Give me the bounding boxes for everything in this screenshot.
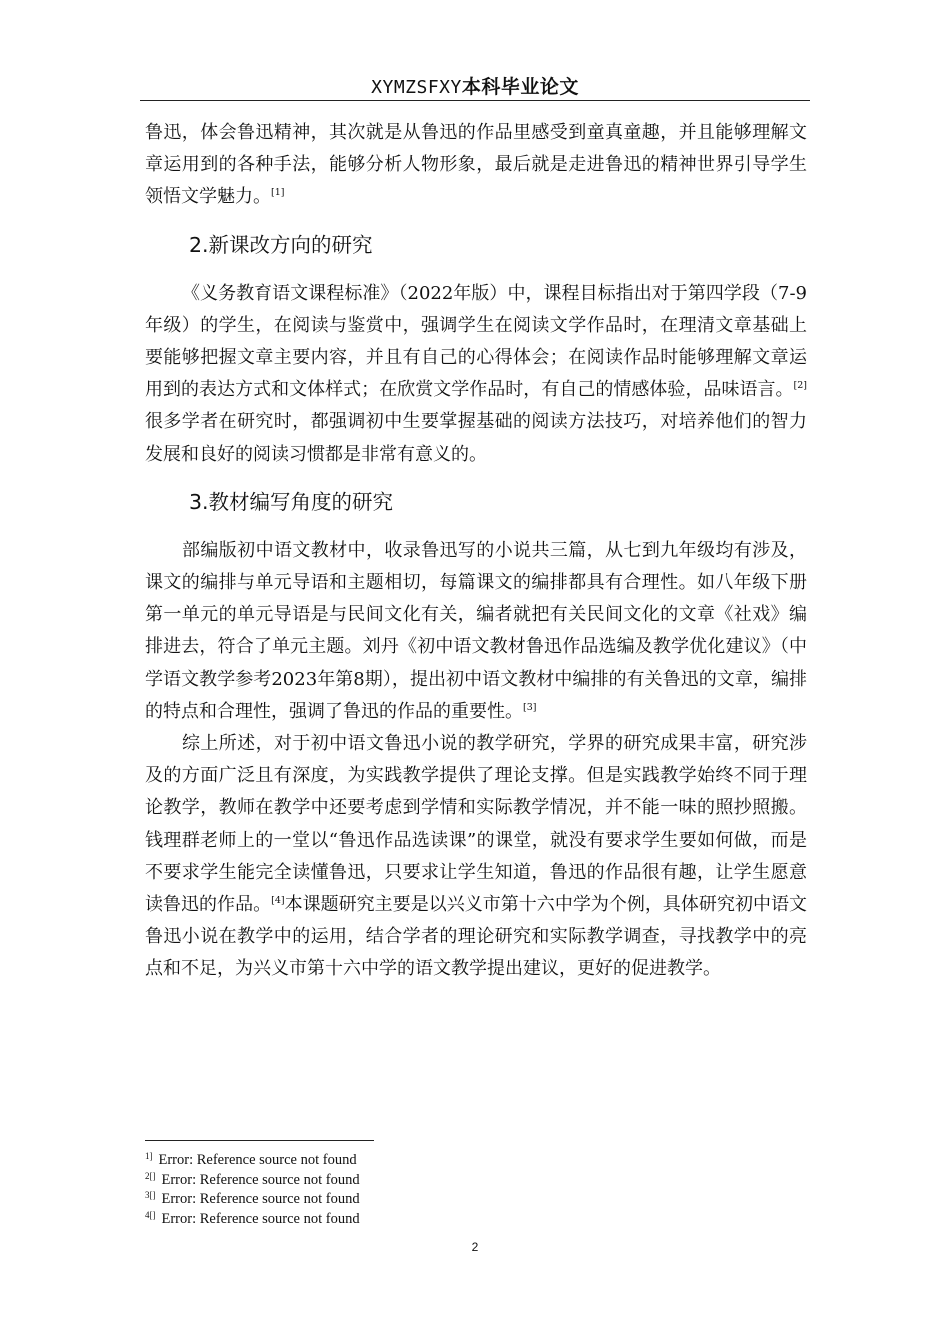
paragraph-curriculum: 《义务教育语文课程标准》（2022年版）中，课程目标指出对于第四学段（7-9年级）的学生，在阅读与鉴赏中，强调学生在阅读文学作品时，在理清文章基础上要能够把握文章主要内容，并且有自己的心得体会；在阅读作品时能够理解文章运用到的表达方式和文体样式；在欣赏文学作品时，有自己的情感体验，品味语言。[2]很多学者在研究时，都强调初中生要掌握基础的阅读方法技巧，对培养他们的智力发展和良好的阅读习惯都是非常有意义的。 [145,282,807,465]
body-text [145,117,807,986]
section-heading-3: 3.教材编写角度的研究 [189,489,394,514]
footnotes [145,1151,360,1229]
citation-ref: [3] [523,701,537,713]
footnote-separator [145,1140,374,1141]
citation-ref: [4] [271,895,285,907]
running-header [140,72,810,99]
footnote-3: $^{3[]}$ Error: Reference source not found [145,1190,360,1207]
citation-ref: [1] [271,187,285,199]
page-number: 2 [471,1240,479,1254]
footnote-1: $^{1]}$ Error: Reference source not found [145,1151,357,1168]
paragraph-textbook: 部编版初中语文教材中，收录鲁迅写的小说共三篇，从七到九年级均有涉及，课文的编排与单元导语和主题相切，每篇课文的编排都具有合理性。如八年级下册第一单元的单元导语是与民间文化有关，编者就把有关民间文化的文章《社戏》编排进去，符合了单元主题。刘丹《初中语文教材鲁迅作品选编及教学优化建议》（中学语文教学参考2023年第8期），提出初中语文教材中编排的有关鲁迅的文章，编排的特点和合理性，强调了鲁迅的作品的重要性。[3] [145,539,807,722]
header-rule [140,100,810,101]
citation-ref: [2] [793,380,807,392]
footnote-4: $^{4[]}$ Error: Reference source not found [145,1209,360,1227]
paragraph-continuation: 鲁迅，体会鲁迅精神，其次就是从鲁迅的作品里感受到童真童趣，并且能够理解文章运用到的各种手法，能够分析人物形象，最后就是走进鲁迅的精神世界引导学生领悟文学魅力。[1] [145,122,807,208]
header-code: XYMZSFXY [371,77,462,98]
footnote-2: $^{2[]}$ Error: Reference source not found [145,1170,360,1188]
header-title: 本科毕业论文 [461,76,579,98]
paragraph-summary: 综上所述，对于初中语文鲁迅小说的教学研究，学界的研究成果丰富，研究涉及的方面广泛且有深度，为实践教学提供了理论支撑。但是实践教学始终不同于理论教学，教师在教学中还要考虑到学情和实际教学情况，并不能一味的照抄照搬。钱理群老师上的一堂以“鲁迅作品选读课”的课堂，就没有要求学生要如何做，而是不要求学生能完全读懂鲁迅，只要求让学生知道，鲁迅的作品很有趣，让学生愿意读鲁迅的作品。[4]本课题研究主要是以兴义市第十六中学为个例，具体研究初中语文鲁迅小说在教学中的运用，结合学者的理论研究和实际教学调查，寻找教学中的亮点和不足，为兴义市第十六中学的语文教学提出建议，更好的促进教学。 [145,733,808,980]
section-heading-2: 2.新课改方向的研究 [189,232,373,257]
